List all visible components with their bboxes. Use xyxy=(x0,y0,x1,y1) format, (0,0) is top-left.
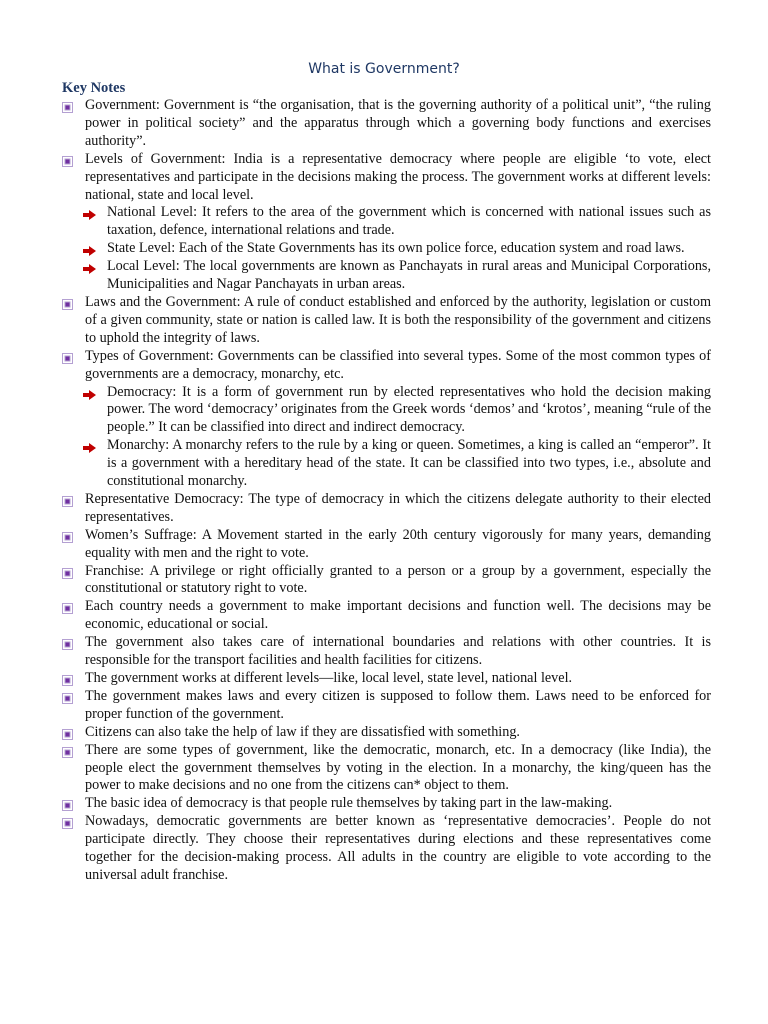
list-item-text: Representative Democracy: The type of democracy in which the citizens delegate authority to their elected representatives. xyxy=(85,490,711,525)
page-title: What is Government? xyxy=(308,61,460,77)
list-item-text: The basic idea of democracy is that people rule themselves by taking part in the law-making. xyxy=(85,795,613,812)
sub-list-item xyxy=(62,384,711,438)
square-bullet-icon xyxy=(62,101,73,112)
sub-list xyxy=(62,204,711,294)
sub-list-item xyxy=(62,437,711,491)
square-bullet-icon xyxy=(62,155,73,166)
sub-list-item-text: State Level: Each of the State Governments has its own police force, education system and road laws. xyxy=(107,240,685,257)
list-item xyxy=(62,813,711,885)
list-item xyxy=(62,742,711,796)
sub-list-item-text: Local Level: The local governments are known as Panchayats in rural areas and Municipal Corporations, Municipalities and Nagar Panchayats in urban areas. xyxy=(107,258,711,293)
list-item xyxy=(62,795,711,813)
sub-list-item xyxy=(62,204,711,240)
list-item-text: The government also takes care of international boundaries and relations with other countries. It is responsible for the transport facilities and health facilities for citizens. xyxy=(85,634,711,669)
list-item-text: Levels of Government: India is a representative democracy where people are eligible ‘to vote, elect representatives and participate in the decisions making the process. The government works at different levels: national, state and local level. xyxy=(85,150,711,203)
list-item xyxy=(62,97,711,151)
square-bullet-icon xyxy=(62,298,73,309)
list-item-text: Nowadays, democratic governments are better known as ‘representative democracies’. People do not participate directly. They choose their representatives during elections and these representatives come together for the decision-making process. All adults in the country are eligible to vote according to the universal adult franchise. xyxy=(85,813,711,883)
sub-list-container xyxy=(62,204,711,294)
sub-list-item-text: Monarchy: A monarchy refers to the rule by a king or queen. Sometimes, a king is called an “emperor”. It is a government with a hereditary head of the state. It can be classified into two types, i.e., absolute and constitutional monarchy. xyxy=(107,437,711,490)
square-bullet-icon xyxy=(62,817,73,828)
list-item xyxy=(62,491,711,527)
square-bullet-icon xyxy=(62,567,73,578)
square-bullet-icon xyxy=(62,674,73,685)
square-bullet-icon xyxy=(62,602,73,613)
list-item-text: Citizens can also take the help of law if they are dissatisfied with something. xyxy=(85,723,520,740)
list-item-text: Women’s Suffrage: A Movement started in the early 20th century vigorously for many years, demanding equality with men and the right to vote. xyxy=(85,526,711,561)
square-bullet-icon xyxy=(62,531,73,542)
sub-list-container xyxy=(62,384,711,491)
square-bullet-icon xyxy=(62,746,73,757)
section-heading: Key Notes xyxy=(62,80,126,96)
list-item-text: Laws and the Government: A rule of conduct established and enforced by the authority, legislation or custom of a given community, state or nation is called law. It is both the responsibility of the government and citizens to uphold the integrity of laws. xyxy=(85,293,711,346)
list-item-text: Franchise: A privilege or right officially granted to a person or a group by a government, especially the constitutional or statutory right to vote. xyxy=(85,562,711,597)
square-bullet-icon xyxy=(62,352,73,363)
list-item xyxy=(62,348,711,384)
list-item xyxy=(62,527,711,563)
list-item xyxy=(62,724,711,742)
list-item xyxy=(62,294,711,348)
list-item xyxy=(62,670,711,688)
list-item xyxy=(62,151,711,205)
arrow-right-icon xyxy=(83,262,96,272)
square-bullet-icon xyxy=(62,638,73,649)
list-item xyxy=(62,563,711,599)
list-item xyxy=(62,598,711,634)
square-bullet-icon xyxy=(62,728,73,739)
arrow-right-icon xyxy=(83,208,96,218)
list-item-text: The government works at different levels—like, local level, state level, national level. xyxy=(85,670,573,686)
square-bullet-icon xyxy=(62,692,73,703)
arrow-right-icon xyxy=(83,244,96,254)
sub-list-item-text: National Level: It refers to the area of the government which is concerned with national issues such as taxation, defence, international relations and trade. xyxy=(107,204,711,239)
square-bullet-icon xyxy=(62,799,73,810)
arrow-right-icon xyxy=(83,388,96,398)
square-bullet-icon xyxy=(62,495,73,506)
list-item-text: Government: Government is “the organisation, that is the governing authority of a political unit”, “the ruling power in political society” and the apparatus through which a governing body functions and exercises authority”. xyxy=(85,97,711,149)
list-item xyxy=(62,634,711,670)
list-item-text: There are some types of government, like the democratic, monarch, etc. In a democracy (like India), the people elect the government themselves by voting in the election. In a monarchy, the king/queen has the power to make decisions and no one from the citizens can* object to them. xyxy=(85,741,711,794)
list-item xyxy=(62,688,711,724)
sub-list-item xyxy=(62,258,711,294)
list-item-text: Types of Government: Governments can be classified into several types. Some of the most common types of governments are a democracy, monarchy, etc. xyxy=(85,347,711,382)
sub-list-item-text: Democracy: It is a form of government run by elected representatives who hold the decision making power. The word ‘democracy’ originates from the Greek words ‘demos’ and ‘krotos’, meaning “rule of the people.” It can be classified into direct and indirect democracy. xyxy=(107,383,711,436)
list-item-text: The government makes laws and every citizen is supposed to follow them. Laws need to be enforced for proper function of the government. xyxy=(85,687,711,722)
key-notes-list xyxy=(62,97,711,885)
list-item-text: Each country needs a government to make important decisions and function well. The decisions may be economic, educational or social. xyxy=(85,598,711,633)
arrow-right-icon xyxy=(83,441,96,451)
sub-list-item xyxy=(62,240,711,258)
sub-list xyxy=(62,384,711,491)
